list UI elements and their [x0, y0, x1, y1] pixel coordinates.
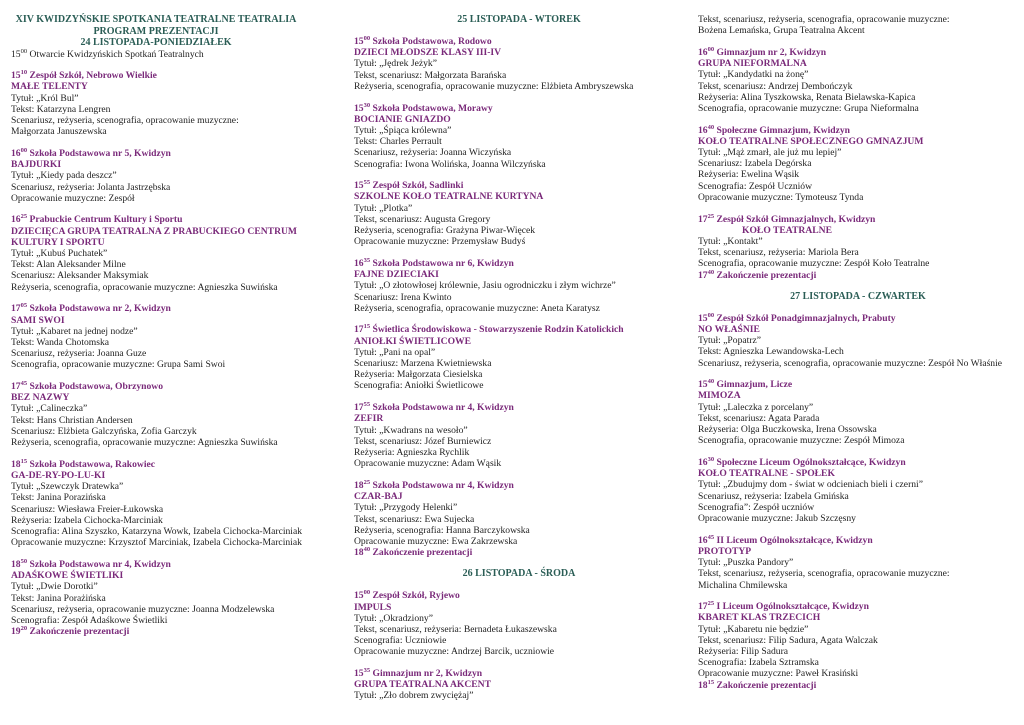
monday-events — [11, 70, 331, 626]
entry-credit-line: Tekst: Alan Aleksander Milne — [11, 259, 126, 271]
theatre-group-name: GA-DE-RY-PO-LU-KI — [11, 470, 106, 481]
theatre-group-name: ADAŚKOWE ŚWIETLIKI — [11, 570, 124, 582]
entry-time-venue: $16^{30}$ Społeczne Liceum Ogólnokształcące, Kwidzyn — [698, 455, 906, 468]
entry-credit-line: Tytuł: „Mąż zmarł, ale już mu lepiej” — [698, 147, 842, 159]
entry-credit-line: Reżyseria, scenografia, opracowanie muzyczne: Aneta Karatysz — [354, 302, 600, 314]
entry-credit-line: Tytuł: „Król Bul” — [11, 92, 79, 104]
program-entry — [11, 148, 331, 204]
entry-credit-line: Scenografia: Uczniowie — [354, 635, 447, 647]
entry-credit-line: Scenariusz: Marzena Kwietniewska — [354, 358, 492, 370]
entry-credit-line: Tekst: Katarzyna Lengren — [11, 103, 111, 115]
entry-credit-line: Tekst: Wanda Chotomska — [11, 336, 110, 348]
program-entry — [354, 36, 684, 92]
day-heading-monday: 24 LISTOPADA-PONIEDZIAŁEK — [80, 37, 232, 48]
entry-credit-line: Tytuł: „Laleczka z porcelany” — [698, 401, 814, 413]
entry-credit-line: Opracowanie muzyczne: Jakub Szczęsny — [698, 513, 856, 525]
entry-credit-line: Scenariusz, reżyseria, scenografia, opracowanie muzyczne: Zespół No Właśnie — [698, 357, 1003, 369]
program-entry — [11, 214, 331, 292]
entry-credit-line: Opracowanie muzyczne: Adam Wąsik — [354, 458, 502, 470]
entry-credit-line: Opracowanie muzyczne: Zespół — [11, 192, 135, 204]
entry-credit-line: Tytuł: „Pani na opal” — [354, 346, 436, 358]
entry-credit-line: Tekst, scenariusz, reżyseria, scenografia, opracowanie muzyczne: — [698, 568, 950, 580]
entry-credit-line: Tekst: Hans Christian Andersen — [11, 414, 133, 426]
entry-credit-line: Scenariusz, reżyseria: Joanna Wiczyńska — [354, 147, 512, 159]
entry-credit-line: Tytuł: „Śpiąca królewna” — [354, 124, 452, 136]
day-heading-thursday: 27 LISTOPADA - CZWARTEK — [790, 290, 926, 302]
festival-title: XIV KWIDZYŃSKIE SPOTKANIA TEATRALNE TEATRALIA — [15, 14, 297, 25]
entry-credit-line: Scenografia, opracowanie muzyczne: Zespół Mimoza — [698, 435, 905, 447]
wednesday-events — [354, 590, 684, 701]
theatre-group-name: KBARET KLAS TRZECICH — [698, 612, 821, 624]
program-entry — [354, 103, 684, 170]
entry-time-venue: $15^{40}$ Gimnazjum, Licze — [698, 378, 793, 391]
theatre-group-name: SAMI SWOI — [11, 314, 65, 326]
entry-credit-line: Tekst, scenariusz, reżyseria: Mariola Bera — [698, 247, 859, 259]
theatre-group-name: MAŁE TELENTY — [11, 81, 88, 93]
entry-credit-line: Michalina Chmilewska — [698, 579, 788, 591]
entry-credit-line: Tytuł: „Kandydatki na żonę” — [698, 69, 809, 81]
entry-credit-line: Scenariusz, reżyseria, scenografia, opracowanie muzyczne: — [11, 115, 239, 127]
program-entry — [354, 324, 684, 391]
entry-credit-line: Tekst, scenariusz: Augusta Gregory — [354, 213, 491, 225]
entry-credit-line: Scenariusz: Elżbieta Galczyńska, Zofia Garczyk — [11, 425, 197, 437]
entry-time-venue: $16^{35}$ Szkoła Podstawowa nr 6, Kwidzyn — [354, 256, 514, 269]
entry-credit-line: Tytuł: „Kabaretu nie będzie” — [698, 623, 809, 635]
entry-time-venue: $16^{40}$ Społeczne Gimnazjum, Kwidzyn — [698, 123, 851, 136]
program-entry — [354, 590, 684, 657]
entry-credit-line: Tekst, scenariusz: Ewa Sujecka — [354, 513, 475, 525]
theatre-group-name: KOŁO TEATRALNE SPOŁECZNEGO GMNAZJUM — [698, 135, 924, 147]
entry-credit-line: Scenariusz: Wiesława Freier-Łukowska — [11, 503, 164, 515]
entry-credit-line: Opracowanie muzyczne: Krzysztof Marciniak, Izabela Cichocka-Marciniak — [11, 537, 302, 549]
theatre-group-name: DZIECIĘCA GRUPA TEATRALNA Z PRABUCKIEGO CENTRUM KULTURY I SPORTU — [11, 225, 297, 248]
theatre-group-name: MIMOZA — [698, 390, 741, 402]
entry-credit-line: Tekst: Agnieszka Lewandowska-Lech — [698, 346, 844, 358]
entry-credit-line: Scenografia: Iwona Wolińska, Joanna Wilczyńska — [354, 158, 546, 170]
entry-credit-line: Scenografia: Aniołki Świetlicowe — [354, 380, 484, 392]
entry-credit-line: Opracowanie muzyczne: Paweł Krasiński — [698, 668, 859, 680]
tuesday-events — [354, 36, 684, 547]
theatre-group-name: IMPULS — [354, 601, 392, 613]
entry-credit-line: Reżyseria: Alina Tyszkowska, Renata Bielawska-Kapica — [698, 91, 916, 103]
entry-time-venue: $15^{30}$ Szkoła Podstawowa, Morawy — [354, 101, 493, 114]
entry-credit-line: Tytuł: „Popatrz” — [698, 335, 762, 347]
column-monday — [11, 14, 331, 637]
entry-credit-line: Scenografia, opracowanie muzyczne: Zespół Koło Teatralne — [698, 258, 930, 270]
closing-note: $17^{40}$ Zakończenie prezentacji — [698, 268, 817, 281]
program-entry — [698, 457, 1018, 524]
entry-credit-line: Tytuł: „Kabaret na jednej nodze” — [11, 325, 138, 337]
thursday-events — [698, 313, 1018, 680]
entry-credit-line: Reżyseria: Olga Buczkowska, Irena Ossowska — [698, 424, 877, 436]
program-entry — [11, 559, 331, 626]
entry-credit-line: Tekst, scenariusz: Agata Parada — [698, 412, 820, 424]
entry-time-venue: $15^{10}$ Zespół Szkół, Nebrowo Wielkie — [11, 69, 157, 82]
closing-note: $18^{40}$ Zakończenie prezentacji — [354, 545, 473, 559]
entry-credit-line: Tytuł: „Kiedy pada deszcz” — [11, 170, 117, 182]
theatre-group-name: BEZ NAZWY — [11, 392, 70, 404]
entry-credit-line: Scenografia: Izabela Sztramska — [698, 657, 819, 669]
theatre-group-name: CZAR-BAJ — [354, 491, 403, 503]
entry-credit-line: Tytuł: „Dwie Dorotki” — [11, 581, 98, 593]
entry-credit-line: Opracowanie muzyczne: Andrzej Barcik, uczniowie — [354, 646, 555, 658]
entry-credit-line: Tytuł: „Przygody Helenki” — [354, 502, 458, 514]
program-entry — [354, 258, 684, 314]
entry-credit-line: Tytuł: „Zbudujmy dom - świat w odcieniach bieli i czerni” — [698, 479, 923, 491]
entry-credit-line: Tekst, scenariusz: Filip Sadura, Agata Walczak — [698, 634, 878, 646]
entry-credit-line: Tytuł: „Kontakt” — [698, 235, 763, 247]
entry-credit-line: Tekst: Janina Porażińska — [11, 592, 106, 604]
entry-credit-line: Scenografia, opracowanie muzyczne: Grupa Sami Swoi — [11, 359, 226, 371]
entry-credit-line: Tytuł: „O złotowłosej królewnie, Jasiu ogrodniczku i złym wichrze” — [354, 280, 616, 292]
entry-time-venue: $17^{45}$ Szkoła Podstawowa, Obrzynowo — [11, 379, 164, 393]
entry-credit-line: Tekst, scenariusz: Małgorzata Barańska — [354, 69, 507, 81]
entry-credit-line: Reżyseria: Agnieszka Rychlik — [354, 447, 470, 458]
theatre-group-name: SZKOLNE KOŁO TEATRALNE KURTYNA — [354, 191, 544, 203]
entry-credit-line: Małgorzata Januszewska — [11, 126, 107, 138]
program-subtitle: PROGRAM PREZENTACJI — [93, 25, 219, 37]
entry-credit-line: Reżyseria, scenografia: Grażyna Piwar-Więcek — [354, 225, 536, 237]
entry-time-venue: $15^{00}$ Zespół Szkół Ponadgimnazjalnych, Prabuty — [698, 311, 896, 324]
entry-time-venue: $17^{15}$ Świetlica Środowiskowa - Stowarzyszenie Rodzin Katolickich — [354, 323, 624, 336]
entry-credit-line: Tytuł: „Zło dobrem zwyciężaj” — [354, 690, 474, 702]
entry-time-venue: $18^{25}$ Szkoła Podstawowa nr 4, Kwidzyn — [354, 478, 514, 491]
program-entry — [354, 402, 684, 469]
column-wednesday-thursday — [698, 14, 1018, 691]
entry-credit-line: Tekst, scenariusz, reżyseria: Bernadeta Łukaszewska — [354, 623, 557, 635]
entry-credit-line: Reżyseria, scenografia, opracowanie muzyczne: Agnieszka Suwińska — [11, 281, 278, 293]
program-entry — [11, 303, 331, 370]
theatre-group-name: PROTOTYP — [698, 545, 752, 557]
entry-credit-line: Scenariusz, reżyseria: Jolanta Jastrzębska — [11, 181, 171, 193]
entry-credit-line: Tekst, scenariusz: Józef Burniewicz — [354, 435, 492, 447]
program-entry — [698, 601, 1018, 679]
column-tuesday-wednesday — [354, 14, 684, 702]
theatre-group-name: BOCIANIE GNIAZDO — [354, 113, 451, 125]
program-entry — [354, 480, 684, 547]
entry-credit-line: Tekst, scenariusz: Andrzej Dembończyk — [698, 80, 853, 92]
entry-time-venue: $15^{00}$ Zespół Szkół, Ryjewo — [354, 589, 460, 602]
program-entry — [354, 180, 684, 247]
entry-credit-line: Scenariusz, reżyseria, opracowanie muzyczne: Joanna Modzelewska — [11, 603, 275, 615]
theatre-group-name: BAJDURKI — [11, 159, 62, 171]
entry-credit-line: Scenografia: Zespół Adaśkowe Świetliki — [11, 614, 168, 626]
entry-credit-line: Tekst: Janina Porazińska — [11, 492, 106, 504]
entry-credit-line: Tytuł: „Kwadrans na wesoło” — [354, 424, 468, 436]
entry-credit-line: Scenariusz: Aleksander Maksymiak — [11, 270, 149, 282]
entry-credit-line: Tytuł: „Szewczyk Dratewka” — [11, 481, 124, 493]
program-entry — [698, 379, 1018, 446]
program-entry — [698, 125, 1018, 203]
entry-time-venue: $18^{50}$ Szkoła Podstawowa nr 4, Kwidzyn — [11, 557, 171, 570]
entry-credit-line: Scenariusz, reżyseria: Joanna Guze — [11, 348, 147, 360]
entry-time-venue: $17^{55}$ Szkoła Podstawowa nr 4, Kwidzyn — [354, 401, 514, 414]
entry-credit-line: Reżyseria, scenografia, opracowanie muzyczne: Agnieszka Suwińska — [11, 437, 278, 449]
theatre-group-name: FAJNE DZIECIAKI — [354, 269, 439, 281]
entry-time-venue: $17^{25}$ I Liceum Ogólnokształcące, Kwidzyn — [698, 600, 869, 613]
entry-time-venue: $16^{00}$ Szkoła Podstawowa nr 5, Kwidzyn — [11, 146, 171, 159]
entry-credit-line: Scenografia: Zespół Uczniów — [698, 180, 813, 192]
entry-credit-line: Tytuł: „Puszka Pandory” — [698, 557, 794, 569]
opening-note: $15^{00}$ Otwarcie Kwidzyńskich Spotkań Teatralnych — [11, 47, 204, 60]
program-entry — [11, 381, 331, 448]
entry-credit-line: Reżyseria, scenografia: Hanna Barczykowska — [354, 524, 530, 536]
entry-time-venue: $15^{35}$ Gimnazjum nr 2, Kwidzyn — [354, 666, 483, 680]
entry-time-venue: $16^{25}$ Prabuckie Centrum Kultury i Sportu — [11, 213, 183, 226]
entry-credit-line: Reżyseria, scenografia, opracowanie muzyczne: Elżbieta Ambryszewska — [354, 80, 634, 92]
theatre-group-name: KOŁO TEATRALNE — [742, 224, 833, 236]
entry-credit-line: Tekst: Charles Perrault — [354, 136, 442, 148]
entry-credit-line: Tytuł: „Calineczka” — [11, 403, 88, 415]
entry-time-venue: $15^{55}$ Zespół Szkół, Sadlinki — [354, 179, 464, 192]
entry-time-venue: $15^{00}$ Szkoła Podstawowa, Rodowo — [354, 34, 492, 47]
theatre-group-name: GRUPA TEATRALNA AKCENT — [354, 679, 491, 691]
entry-credit-line: Reżyseria: Filip Sadura — [698, 646, 789, 658]
day-heading-wednesday: 26 LISTOPADA - ŚRODA — [462, 568, 576, 580]
closing-note: $19^{20}$ Zakończenie prezentacji — [11, 624, 130, 638]
program-entry — [11, 459, 331, 549]
entry-credit-line: Opracowanie muzyczne: Tymoteusz Tynda — [698, 191, 864, 203]
theatre-group-name: KOŁO TEATRALNE - SPOŁEK — [698, 468, 835, 480]
entry-credit-line: Tytuł: „Plotka” — [354, 202, 413, 214]
program-entry — [698, 214, 1018, 270]
event-line: Tekst, scenariusz, reżyseria, scenografia, opracowanie muzyczne: — [698, 14, 950, 25]
entry-credit-line: Tytuł: „Okradziony” — [354, 612, 433, 624]
theatre-group-name: ANIOŁKI ŚWIETLICOWE — [354, 335, 472, 347]
entry-time-venue: $16^{00}$ Gimnazjum nr 2, Kwidzyn — [698, 45, 827, 58]
entry-credit-line: Scenariusz: Irena Kwinto — [354, 291, 452, 303]
program-entry — [698, 535, 1018, 591]
entry-credit-line: Scenografia, opracowanie muzyczne: Grupa Nieformalna — [698, 102, 919, 114]
entry-time-venue: $17^{05}$ Szkoła Podstawowa nr 2, Kwidzyn — [11, 302, 171, 315]
entry-credit-line: Reżyseria: Małgorzata Ciesielska — [354, 369, 483, 381]
entry-credit-line: Tytuł: „Jędrek Jeżyk” — [354, 58, 437, 70]
entry-time-venue: $17^{25}$ Zespół Szkół Gimnazjalnych, Kwidzyn — [698, 212, 876, 225]
entry-credit-line: Reżyseria: Izabela Cichocka-Marciniak — [11, 514, 163, 526]
theatre-group-name: DZIECI MŁODSZE KLASY III-IV — [354, 47, 502, 59]
entry-time-venue: $16^{45}$ II Liceum Ogólnokształcące, Kwidzyn — [698, 533, 873, 546]
entry-credit-line: Reżyseria: Ewelina Wąsik — [698, 169, 800, 181]
theatre-group-name: NO WŁAŚNIE — [698, 323, 760, 335]
day-heading-tuesday: 25 LISTOPADA - WTOREK — [457, 14, 581, 25]
theatre-group-name: GRUPA NIEFORMALNA — [698, 58, 807, 70]
entry-credit-line: Opracowanie muzyczne: Ewa Zakrzewska — [354, 535, 518, 547]
entry-credit-line: Scenariusz, reżyseria: Izabela Gmińska — [698, 490, 849, 502]
theatre-group-name: ZEFIR — [354, 413, 384, 425]
entry-credit-line: Opracowanie muzyczne: Przemysław Budyś — [354, 236, 526, 248]
entry-time-venue: $18^{15}$ Szkoła Podstawowa, Rakowiec — [11, 457, 156, 470]
event-line: Bożena Lemańska, Grupa Teatralna Akcent — [698, 25, 865, 37]
wednesday-events-continued — [698, 47, 1018, 270]
program-entry — [698, 47, 1018, 114]
entry-credit-line: Tytuł: „Kubuś Puchatek” — [11, 248, 108, 260]
program-entry — [698, 313, 1018, 369]
program-entry — [11, 70, 331, 137]
entry-credit-line: Scenografia: Alina Szyszko, Katarzyna Wowk, Izabela Cichocka-Marciniak — [11, 526, 303, 538]
closing-note: $18^{15}$ Zakończenie prezentacji — [698, 678, 817, 691]
entry-credit-line: Scenariusz: Izabela Degórska — [698, 158, 812, 170]
entry-credit-line: Scenografia”: Zespół uczniów — [698, 501, 815, 513]
program-entry — [354, 668, 684, 702]
